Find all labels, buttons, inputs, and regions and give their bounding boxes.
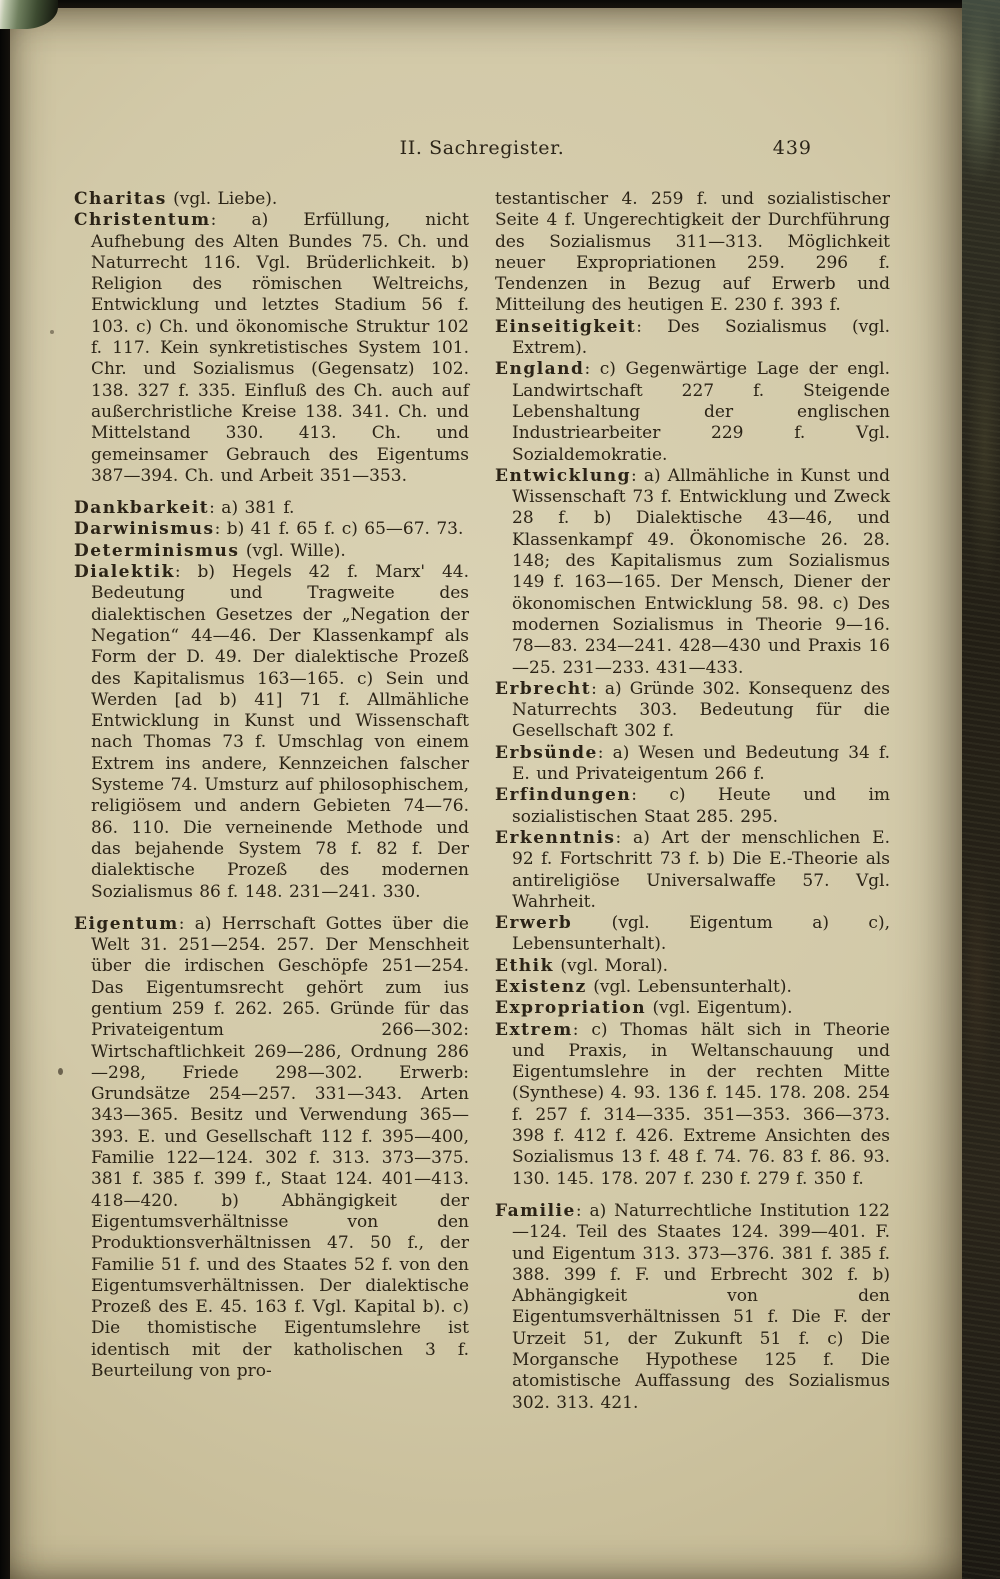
book-edge-left [0,0,10,1579]
index-term: England [495,359,585,380]
index-term: Charitas [74,189,167,209]
index-entry-text: : a) Art der menschlichen E. 92 f. Fortschritt 73 f. b) Die E.-Theorie als antireligiöse Universalwaffe 57. Vgl. Wahrheit. [512,827,890,912]
index-term: Christentum [74,210,211,231]
index-entry-text: : b) Hegels 42 f. Marx' 44. Bedeutung und Tragweite des dialektischen Gesetzes der „Negation der Negation“ 44—46. Der Klassenkampf als Form der D. 49. Der dialektische Prozeß des Kapitalismus 163—165. c) Sein und Werden [ad b) 41] 71 f. Allmähliche Entwicklung in Kunst und Wissenschaft nach Thomas 73 f. Umschlag von einem Extrem ins andere, Kennzeichen falscher Systeme 74. Umsturz auf philosophischem, religiösem und andern Gebieten 74—76. 86. 110. Die verneinende Methode und das bejahende System 78 f. 82 f. Der dialektische Prozeß des modernen Sozialismus 86 f. 148. 231—241. 330. [91,562,469,902]
index-entry [74,210,469,487]
index-term: Existenz [495,976,587,997]
index-entry-text: (vgl. Eigentum a) c), Lebensunterhalt). [512,913,890,955]
index-term: Dankbarkeit [74,498,210,519]
index-entry [74,519,469,540]
index-term: Erfindungen [495,785,632,806]
index-entry [495,977,890,998]
index-entry-text: (vgl. Eigentum). [646,998,793,1019]
index-term: Erwerb [495,913,573,934]
page-number: 439 [772,137,812,159]
book-edge-top [0,0,1000,8]
column-left [74,189,469,1414]
running-title: II. Sachregister. [399,137,565,159]
index-entry [495,743,890,786]
index-term: Erbsünde [495,742,598,763]
index-entry [74,189,469,210]
index-entry [495,466,890,679]
index-entry [495,998,890,1019]
index-entry-text: : c) Heute und im sozialistischen Staat 285. 295. [512,785,890,827]
index-columns [74,189,890,1414]
index-entry-text: (vgl. Liebe). [166,189,278,209]
index-entry [495,956,890,977]
index-entry [74,541,469,562]
index-term: Extrem [495,1019,573,1040]
index-entry [495,785,890,828]
index-entry [74,498,469,519]
index-term: Einseitigkeit [495,316,637,337]
index-entry-text: : Des Sozialismus (vgl. Extrem). [512,316,890,359]
page-header [74,137,890,159]
index-term: Eigentum [74,913,179,934]
index-entry [74,562,469,903]
index-entry-text: : a) 381 f. [209,498,295,519]
index-entry-text: (vgl. Wille). [239,540,346,561]
index-term: Expropriation [495,998,647,1019]
index-entry [495,679,890,743]
index-entry-text: testantischer 4. 259 f. und sozialistischer Seite 4 f. Ungerechtigkeit der Durchführung des Sozialismus 311—313. Möglichkeit neuer Expropriationen 259. 296 f. Tendenzen in Bezug auf Erwerb und Mitteilung des heutigen E. 230 f. 393 f. [495,189,890,316]
index-entry [74,914,469,1383]
index-entry-text: : c) Gegenwärtige Lage der engl. Landwirtschaft 227 f. Steigende Lebenshaltung der englischen Industriearbeiter 229 f. Vgl. Sozialdemokratie. [512,359,890,465]
index-term: Determinismus [74,540,240,561]
index-term: Erkenntnis [495,827,616,848]
index-term: Dialektik [74,562,175,583]
index-entry-text: : a) Erfüllung, nicht Aufhebung des Alten Bundes 75. Ch. und Naturrecht 116. Vgl. Brüderlichkeit. b) Religion des römischen Weltreichs, Entwicklung und letztes Stadium 56 f. 103. c) Ch. und ökonomische Struktur 102 f. 117. Kein synkretistisches System 101. Chr. und Sozialismus (Gegensatz) 102. 138. 327 f. 335. Einfluß des Ch. auch auf außerchristliche Kreise 138. 341. Ch. und Mittelstand 330. 413. Ch. und gemeinsamer Gebrauch des Eigentums 387—394. Ch. und Arbeit 351—353. [91,210,469,486]
index-entry-text: (vgl. Moral). [553,955,669,976]
index-entry [495,359,890,465]
paper-speck [58,1068,63,1075]
index-entry [495,317,890,360]
paper-speck [50,330,54,334]
index-entry-text: : a) Herrschaft Gottes über die Welt 31. 251—254. 257. Der Menschheit über die irdischen Geschöpfe 251—254. Das Eigentumsrecht gehört zum ius gentium 259 f. 262. 265. Gründe für das Privateigentum 266—302: Wirtschaftlichkeit 269—286, Ordnung 286—298, Friede 298—302. Erwerb: Grundsätze 254—257. 331—343. Arten 343—365. Besitz und Verwendung 365—393. E. und Gesellschaft 112 f. 395—400, Familie 122—124. 302 f. 313. 373—375. 381 f. 385 f. 399 f., Staat 124. 401—413. 418—420. b) Abhängigkeit der Eigentumsverhältnisse von den Produktionsverhältnissen 47. 50 f., der Familie 51 f. und des Staates 52 f. von den Eigentumsverhältnissen. Der dialektische Prozeß des E. 45. 163 f. Vgl. Kapital b). c) Die thomistische Eigentumslehre ist identisch mit der katholischen 3 f. Beurteilung von pro- [91,913,469,1382]
index-entry [495,913,890,956]
index-term: Ethik [495,955,554,976]
index-entry-text: : a) Wesen und Bedeutung 34 f. E. und Privateigentum 266 f. [512,742,890,785]
index-entry [495,1020,890,1190]
book-edge-right [962,0,1000,1579]
book-page [10,8,962,1579]
index-entry [495,189,890,317]
index-entry [495,828,890,913]
index-entry-text: : b) 41 f. 65 f. c) 65—67. 73. [214,519,464,540]
index-entry-text: : c) Thomas hält sich in Theorie und Praxis, in Weltanschauung und Eigentumslehre in der rechten Mitte (Synthese) 4. 93. 136 f. 145. 178. 208. 254 f. 257 f. 314—335. 351—353. 366—373. 398 f. 412 f. 426. Extreme Ansichten des Sozialismus 13 f. 48 f. 74. 76. 83 f. 86. 93. 130. 145. 178. 207 f. 230 f. 279 f. 350 f. [512,1019,890,1189]
index-term: Familie [495,1200,576,1221]
index-term: Darwinismus [74,519,215,540]
index-term: Erbrecht [495,678,592,699]
index-entry-text: : a) Naturrechtliche Institution 122—124. Teil des Staates 124. 399—401. F. und Eigentum 313. 373—376. 381 f. 385 f. 388. 399 f. F. und Erbrecht 302 f. b) Abhängigkeit von den Eigentumsverhältnissen 51 f. Die F. der Urzeit 51, der Zukunft 51 f. c) Die Morgansche Hypothese 125 f. Die atomistische Auffassung des Sozialismus 302. 313. 421. [512,1200,890,1413]
index-entry-text: (vgl. Lebensunterhalt). [586,976,792,997]
index-entry-text: : a) Gründe 302. Konsequenz des Naturrechts 303. Bedeutung für die Gesellschaft 302 f. [512,678,890,742]
index-entry [495,1201,890,1414]
index-entry-text: : a) Allmähliche in Kunst und Wissenschaft 73 f. Entwicklung und Zweck 28 f. b) Dialektische 43—46, und Klassenkampf 49. Ökonomische 26. 28. 148; des Kapitalismus zum Sozialismus 149 f. 163—165. Der Mensch, Diener der ökonomischen Entwicklung 58. 98. c) Des modernen Sozialismus in Theorie 9—16. 78—83. 234—241. 428—430 und Praxis 16—25. 231—233. 431—433. [512,465,890,678]
column-right [495,189,890,1414]
index-term: Entwicklung [495,465,631,486]
